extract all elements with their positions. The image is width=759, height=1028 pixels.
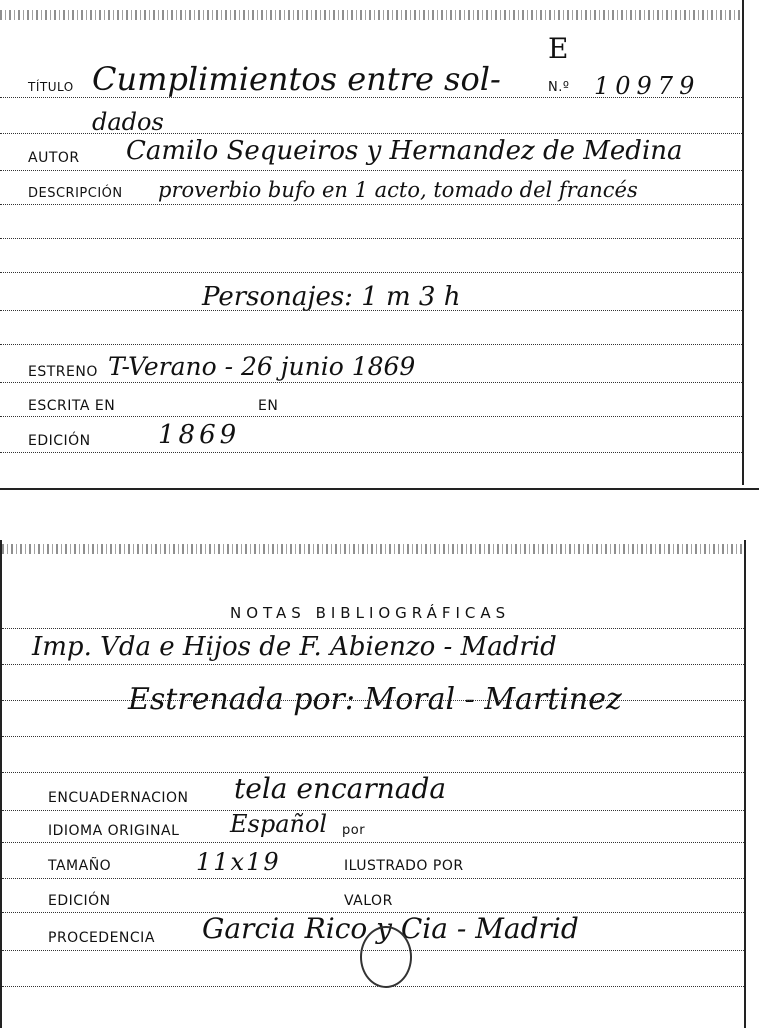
edicion-rule [0,452,742,453]
ink-stamp [360,926,412,988]
por-label: por [342,823,366,838]
personajes-value: Personajes: 1 m 3 h [202,282,461,312]
escrita-en-rule [0,416,742,417]
edicion2-label: EDICIÓN [48,893,111,909]
idioma-label: IDIOMA ORIGINAL [48,823,180,839]
notas-heading: NOTAS BIBLIOGRÁFICAS [230,604,511,622]
procedencia-value: Garcia Rico y Cia - Madrid [202,912,579,945]
en-label: EN [258,398,279,414]
estreno-value: T-Verano - 26 junio 1869 [108,352,416,381]
titulo-label: TÍTULO [28,80,74,94]
descripcion-value: proverbio bufo en 1 acto, tomado del francés [158,178,638,202]
titulo-value: Cumplimientos entre sol- [92,60,501,98]
estreno-label: ESTRENO [28,364,98,380]
notes-rule-4 [2,736,744,737]
rule-8 [0,344,742,345]
letter-mark: E [548,32,569,65]
procedencia-label: PROCEDENCIA [48,930,155,946]
ilustrado-por-label: ILUSTRADO POR [344,858,464,874]
idioma-value: Español [230,810,328,838]
numero-label: N.º [548,80,570,95]
card-bottom-edge [2,544,744,554]
escrita-en-label: ESCRITA EN [28,398,116,414]
notes-rule-1 [2,628,744,629]
catalog-card-top [0,0,744,485]
notes-rule-3 [2,700,744,701]
rule-final [2,986,744,987]
rule-5 [0,238,742,239]
rule-2 [0,133,742,134]
valor-label: VALOR [344,893,393,909]
autor-label: AUTOR [28,150,80,166]
descripcion-label: DESCRIPCIÓN [28,186,123,201]
notes-rule-2 [2,664,744,665]
card-top-bottom-edge [0,488,759,490]
card-top-edge [0,10,742,20]
encuadernacion-label: ENCUADERNACION [48,790,189,806]
titulo-continuation: dados [92,108,164,136]
catalog-card-bottom [0,540,746,1028]
tamano-rule [2,878,744,879]
rule-6 [0,272,742,273]
encuadernacion-rule [2,810,744,811]
note-estrenada: Estrenada por: Moral - Martinez [128,682,622,717]
idioma-rule [2,842,744,843]
descripcion-rule [0,204,742,205]
tamano-label: TAMAÑO [48,858,112,874]
tamano-value: 11x19 [196,848,281,876]
autor-value: Camilo Sequeiros y Hernandez de Medina [126,136,683,166]
note-imprenta: Imp. Vda e Hijos de F. Abienzo - Madrid [32,632,557,662]
estreno-rule [0,382,742,383]
edicion-value: 1869 [158,420,241,450]
titulo-rule [0,97,742,98]
edicion-label: EDICIÓN [28,433,91,449]
numero-value: 10979 [594,72,701,100]
encuadernacion-value: tela encarnada [234,772,447,805]
autor-rule [0,170,742,171]
rule-7 [0,310,742,311]
procedencia-rule [2,950,744,951]
